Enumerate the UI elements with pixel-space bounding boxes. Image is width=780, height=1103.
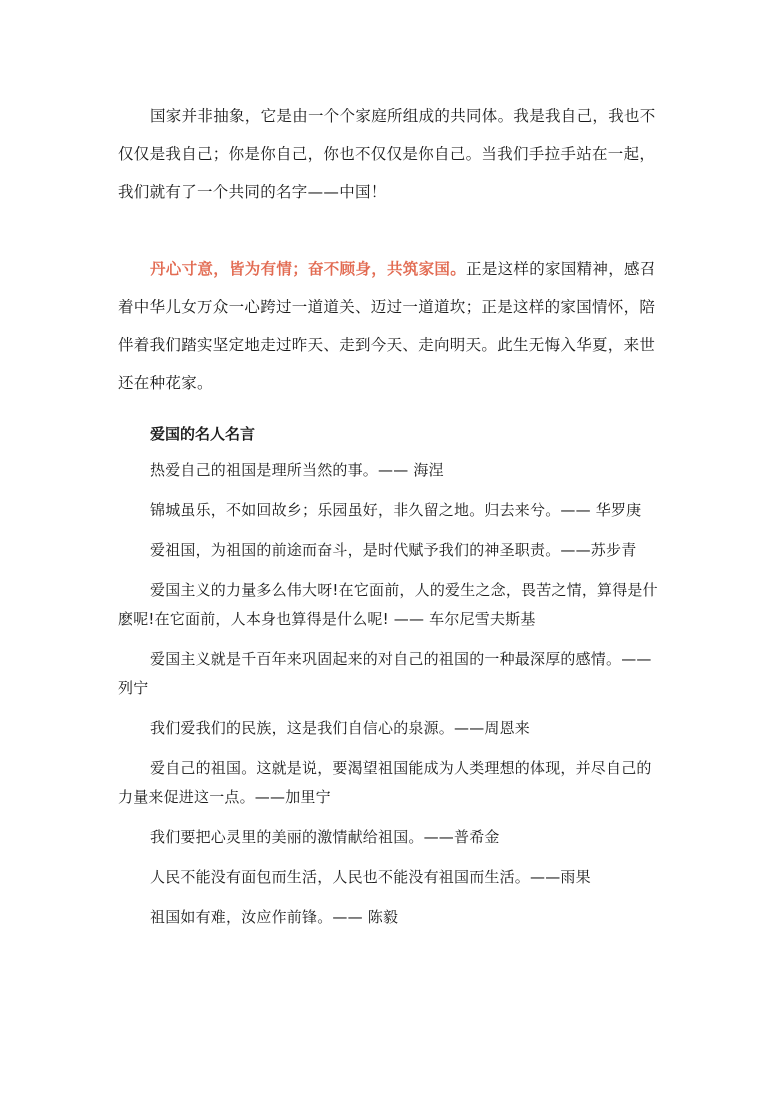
paragraph-text: 正是这样的家国精神，感召着中华儿女万众一心跨过一道道关、迈过一道道坎；正是这样的家国情怀，陪伴着我们踏实坚定地走过昨天、走到今天、走向明天。此生无悔入华夏，来世还在种花家。 <box>118 260 656 392</box>
paragraph-text: 国家并非抽象，它是由一个个家庭所组成的共同体。我是我自己，我也不仅仅是我自己；你是你自己，你也不仅仅是你自己。当我们手拉手站在一起，我们就有了一个共同的名字——中国！ <box>118 107 656 201</box>
quote-item: 我们要把心灵里的美丽的激情献给祖国。——普希金 <box>150 828 500 846</box>
quote-item: 爱国主义就是千百年来巩固起来的对自己的祖国的一种最深厚的感情。——列宁 <box>118 650 652 697</box>
intro-paragraph <box>118 97 666 211</box>
quote-item: 爱自己的祖国。这就是说，要渴望祖国能成为人类理想的体现，并尽自己的力量来促进这一点。——加里宁 <box>118 759 652 806</box>
quote-item: 热爱自己的祖国是理所当然的事。—— 海涅 <box>150 461 444 479</box>
paragraph-body <box>118 250 666 402</box>
quote-item: 我们爱我们的民族，这是我们自信心的泉源。——周恩来 <box>150 719 531 737</box>
quote-item: 祖国如有难，汝应作前锋。—— 陈毅 <box>150 908 399 926</box>
quotes-list <box>118 456 666 943</box>
section-heading: 爱国的名人名言 <box>150 425 256 443</box>
highlight-phrase: 丹心寸意，皆为有情；奋不顾身，共筑家国。 <box>150 260 467 278</box>
quote-item: 爱国主义的力量多么伟大呀!在它面前，人的爱生之念，畏苦之情，算得是什麽呢!在它面前，人本身也算得是什么呢! —— 车尔尼雪夫斯基 <box>118 581 658 628</box>
quote-item: 锦城虽乐，不如回故乡；乐园虽好，非久留之地。归去来兮。—— 华罗庚 <box>150 501 642 519</box>
spirit-paragraph <box>118 250 666 402</box>
quote-item: 人民不能没有面包而生活，人民也不能没有祖国而生活。——雨果 <box>150 868 591 886</box>
quote-item: 爱祖国，为祖国的前途而奋斗，是时代赋予我们的神圣职责。——苏步青 <box>150 541 637 559</box>
